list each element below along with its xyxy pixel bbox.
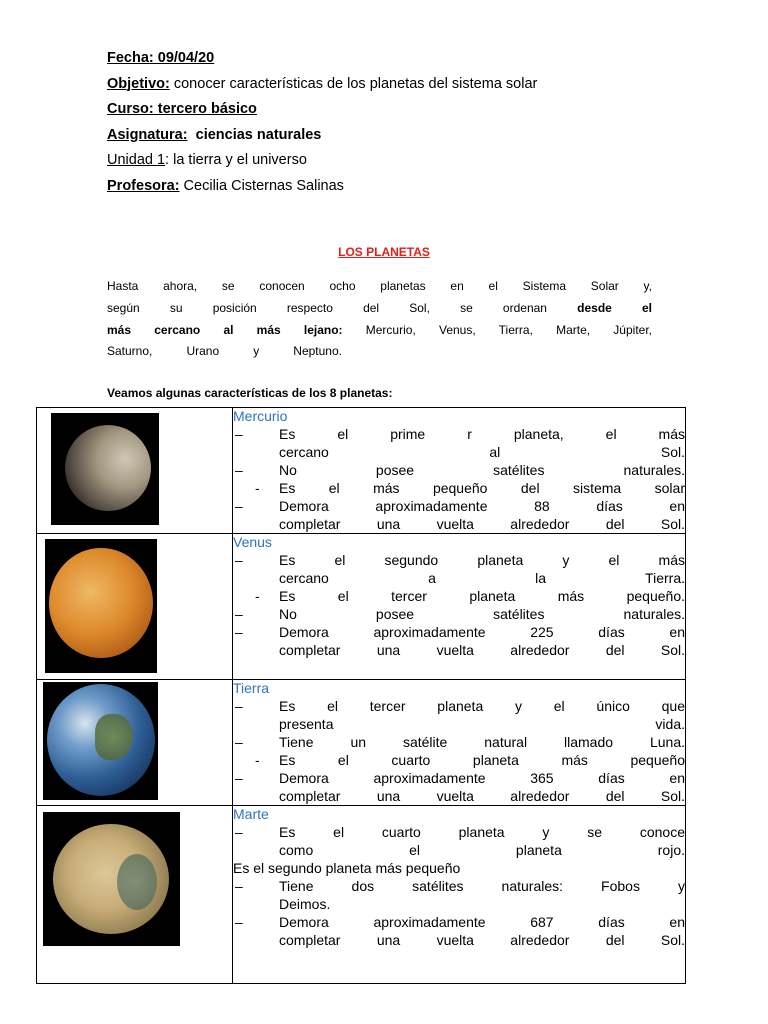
fact-text <box>279 587 685 605</box>
planet-name: Marte <box>233 806 269 822</box>
fact-text <box>279 623 685 659</box>
planet-fact <box>233 461 685 479</box>
asignatura-label: Asignatura: <box>107 126 188 143</box>
fact-line: Es el cuarto planeta y se conoce <box>279 824 685 840</box>
bullet-dash: – <box>235 606 243 622</box>
fact-line: Es el prime r planeta, el más <box>279 426 685 442</box>
planet-image-cell <box>37 408 233 534</box>
fact-line: Es el tercer planeta y el único que <box>279 698 685 714</box>
fact-line: Es el tercer planeta más pequeño. <box>279 588 685 604</box>
planet-description-cell <box>233 534 686 680</box>
fact-text <box>279 877 685 913</box>
fact-text <box>279 425 685 461</box>
curso-label: Curso: <box>107 101 154 117</box>
bullet-dash: – <box>235 878 243 894</box>
document-header <box>107 46 537 199</box>
fact-text <box>279 823 685 859</box>
planet-name: Venus <box>233 534 272 550</box>
planet-row-mercurio <box>37 408 686 534</box>
planet-fact <box>233 551 685 587</box>
intro-line-2 <box>107 298 652 320</box>
bullet-dash: – <box>235 462 243 478</box>
objetivo-row <box>107 72 537 98</box>
planets-table <box>36 407 686 984</box>
objetivo-value: conocer características de los planetas del sistema solar <box>169 75 538 92</box>
lead-sentence: Veamos algunas características de los 8 planetas: <box>107 386 393 400</box>
unidad-value: : la tierra y el universo <box>165 152 307 168</box>
fact-text <box>279 461 685 479</box>
bullet-dash: – <box>235 734 243 750</box>
fact-text <box>279 697 685 733</box>
objetivo-label: Objetivo: <box>107 75 170 92</box>
planet-row-tierra <box>37 680 686 806</box>
planet-description-cell <box>233 408 686 534</box>
asignatura-row <box>107 123 537 149</box>
planet-fact <box>233 497 685 533</box>
fact-line: Deimos. <box>279 896 331 912</box>
planet-image-cell <box>37 680 233 806</box>
fact-line: Es el segundo planeta y el más <box>279 552 685 568</box>
planet-fact <box>233 733 685 751</box>
fact-line: No posee satélites naturales. <box>279 462 685 478</box>
fact-line: cercano a la Tierra. <box>279 570 685 586</box>
fact-text <box>279 551 685 587</box>
intro-line-1: Hasta ahora, se conocen ocho planetas en el Sistema Solar y, <box>107 279 652 293</box>
bullet-dash: – <box>235 770 243 786</box>
fact-line: Tiene un satélite natural llamado Luna. <box>279 734 685 750</box>
fact-line: completar una vuelta alrededor del Sol. <box>279 788 685 804</box>
intro-line-2-bold: desde el <box>577 300 652 315</box>
fact-line: No posee satélites naturales. <box>279 606 685 622</box>
fact-text <box>279 913 685 949</box>
bullet-dash: - <box>255 588 260 604</box>
planet-fact <box>233 751 685 769</box>
planet-fact <box>233 623 685 659</box>
planet-description-cell <box>233 806 686 984</box>
fact-line: completar una vuelta alrededor del Sol. <box>279 932 685 948</box>
fact-text <box>279 733 685 751</box>
fact-line: Es el cuarto planeta más pequeño <box>279 752 685 768</box>
fact-line: completar una vuelta alrededor del Sol. <box>279 642 685 658</box>
bullet-dash: – <box>235 624 243 640</box>
fact-text <box>279 605 685 623</box>
fact-line: Demora aproximadamente 88 días en <box>279 498 685 514</box>
intro-line-3 <box>107 320 652 342</box>
fact-line: Demora aproximadamente 365 días en <box>279 770 685 786</box>
fact-line: completar una vuelta alrededor del Sol. <box>279 516 685 532</box>
fact-text <box>279 497 685 533</box>
planet-fact: Es el segundo planeta más pequeño <box>233 860 461 876</box>
planet-fact <box>233 587 685 605</box>
fact-line: presenta vida. <box>279 716 685 732</box>
section-title: LOS PLANETAS <box>338 245 430 259</box>
planet-name: Tierra <box>233 680 270 696</box>
intro-line-4: Saturno, Urano y Neptuno. <box>107 344 342 359</box>
planet-fact <box>233 913 685 949</box>
planet-fact <box>233 697 685 733</box>
planet-image-cell <box>37 806 233 984</box>
intro-paragraph <box>107 276 652 363</box>
fact-line: Demora aproximadamente 225 días en <box>279 624 685 640</box>
bullet-dash: – <box>235 552 243 568</box>
fact-line: como el planeta rojo. <box>279 842 685 858</box>
fact-line: Tiene dos satélites naturales: Fobos y <box>279 878 685 894</box>
fact-text <box>279 751 685 769</box>
planet-fact <box>233 479 685 497</box>
intro-line-3-bold: más cercano al más lejano: <box>107 322 343 337</box>
asignatura-value: ciencias naturales <box>187 126 322 143</box>
bullet-dash: - <box>255 752 260 768</box>
planet-row-venus <box>37 534 686 680</box>
unidad-label: Unidad 1 <box>107 152 166 168</box>
fact-text <box>279 479 685 497</box>
profesora-label: Profesora: <box>107 177 180 194</box>
bullet-dash: - <box>255 480 260 496</box>
bullet-dash: – <box>235 498 243 514</box>
planet-description-cell <box>233 680 686 806</box>
bullet-dash: – <box>235 426 243 442</box>
curso-row <box>107 97 537 123</box>
fecha-row <box>107 46 537 72</box>
planet-fact <box>233 823 685 859</box>
planet-fact <box>233 769 685 805</box>
profesora-row <box>107 174 537 200</box>
unidad-row <box>107 148 537 174</box>
planet-fact <box>233 877 685 913</box>
intro-line-3-text: Mercurio, Venus, Tierra, Marte, Júpiter, <box>342 322 652 337</box>
curso-value: tercero básico <box>153 101 257 117</box>
fecha-label: Fecha: 09/04/20 <box>107 50 215 66</box>
planet-fact <box>233 425 685 461</box>
fact-text <box>279 769 685 805</box>
fact-line: Demora aproximadamente 687 días en <box>279 914 685 930</box>
planet-fact <box>233 605 685 623</box>
planet-name: Mercurio <box>233 408 288 424</box>
planet-row-marte <box>37 806 686 984</box>
profesora-value: Cecilia Cisternas Salinas <box>179 177 344 194</box>
bullet-dash: – <box>235 824 243 840</box>
fact-line: Es el más pequeño del sistema solar <box>279 480 685 496</box>
intro-line-2-text: según su posición respecto del Sol, se ordenan <box>107 300 578 315</box>
bullet-dash: – <box>235 698 243 714</box>
bullet-dash: – <box>235 914 243 930</box>
planet-image-cell <box>37 534 233 680</box>
fact-line: cercano al Sol. <box>279 444 685 460</box>
